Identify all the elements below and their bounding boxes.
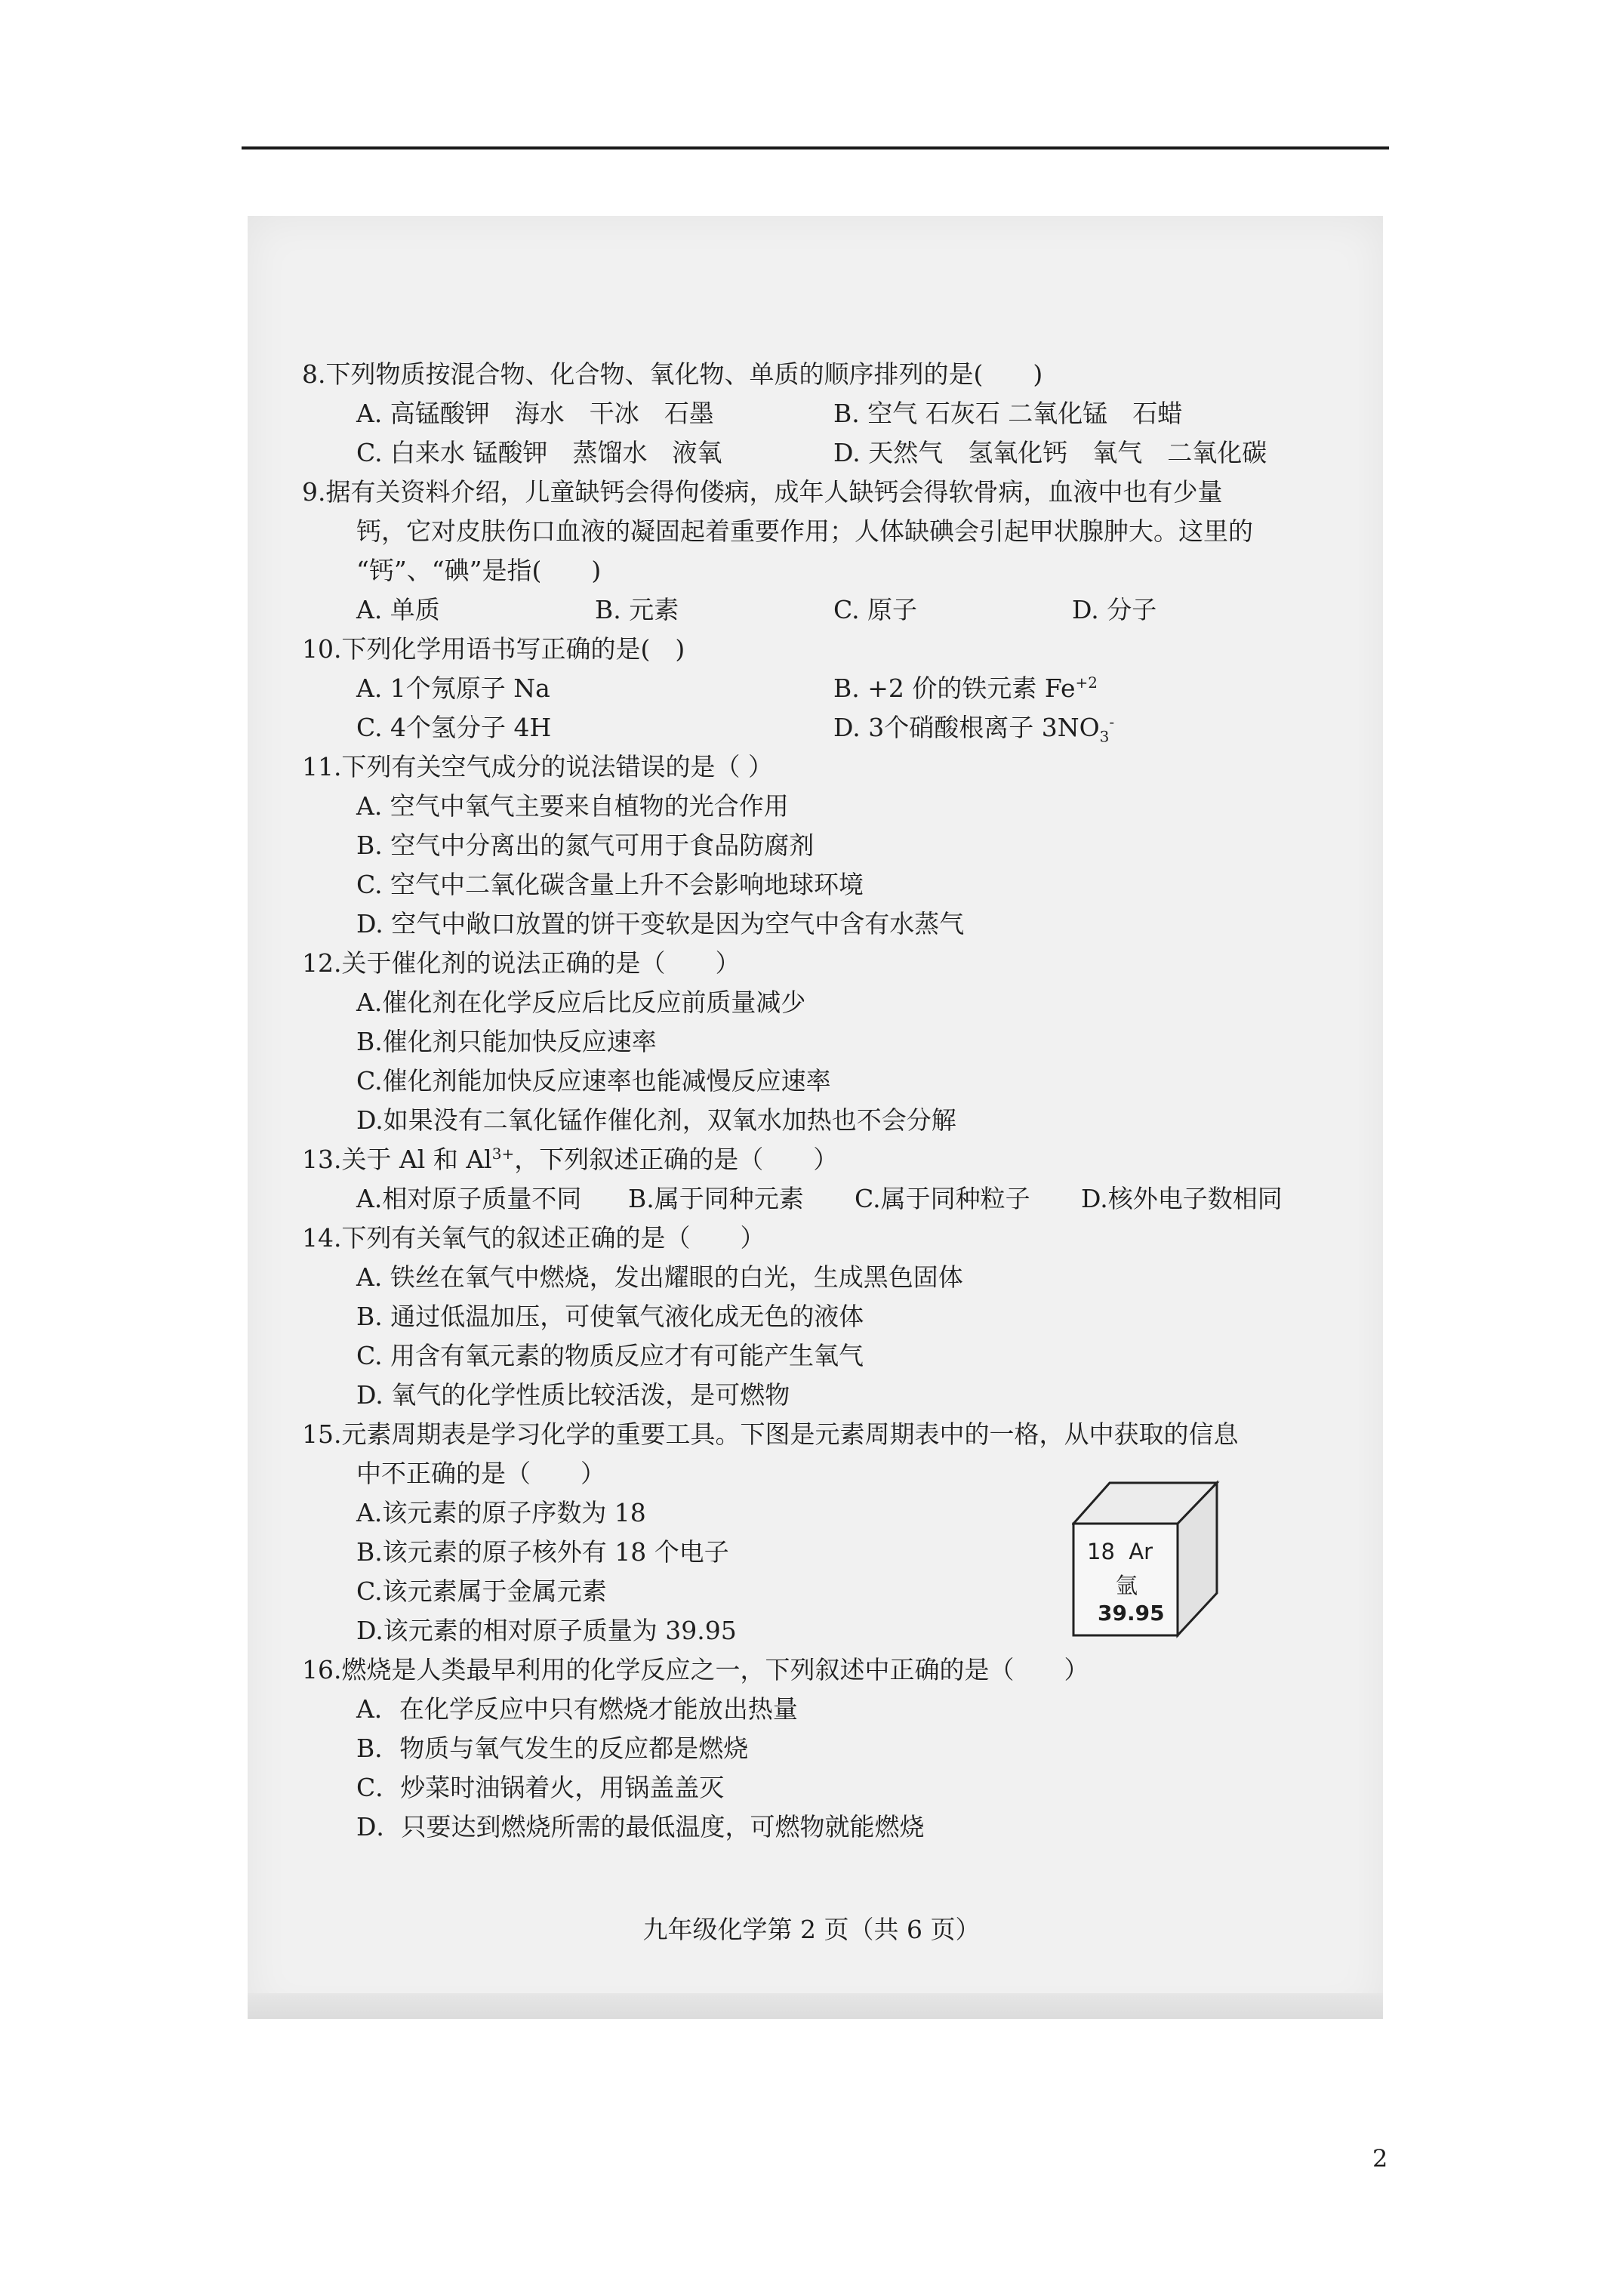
option-d: D．只要达到燃烧所需的最低温度，可燃物就能燃烧 — [356, 1812, 925, 1841]
option-b: B.该元素的原子核外有 18 个电子 — [356, 1537, 729, 1567]
page-number: 2 — [1372, 2144, 1388, 2173]
page-footer: 九年级化学第 2 页（共 6 页） — [642, 1915, 981, 1944]
question-number: 15. — [302, 1419, 342, 1449]
option-b: B.催化剂只能加快反应速率 — [356, 1027, 657, 1056]
question-number: 10. — [302, 634, 342, 664]
option-c: C. 4个氢分子 4H — [356, 713, 552, 742]
question-stem-line-2: 中不正确的是（ ） — [356, 1459, 605, 1488]
option-d: D.该元素的相对原子质量为 39.95 — [356, 1616, 737, 1645]
option-a: A. 1个氖原子 Na — [356, 673, 550, 703]
question-stem: 燃烧是人类最早利用的化学反应之一，下列叙述中正确的是（ ） — [341, 1655, 1089, 1684]
atomic-mass: 39.95 — [1098, 1601, 1165, 1626]
question-stem-post: ，下列叙述正确的是（ ） — [514, 1145, 839, 1174]
option-a: A.该元素的原子序数为 18 — [356, 1498, 646, 1527]
option-c: C.催化剂能加快反应速率也能减慢反应速率 — [356, 1066, 831, 1096]
question-stem-line-2: 钙，它对皮肤伤口血液的凝固起着重要作用；人体缺碘会引起甲状腺肿大。这里的 — [356, 516, 1253, 546]
option-b: B. 空气中分离出的氮气可用于食品防腐剂 — [356, 831, 815, 860]
option-d: D. 天然气 氢氧化钙 氧气 二氧化碳 — [833, 438, 1267, 467]
question-9 — [302, 473, 1359, 630]
question-8 — [302, 355, 1359, 473]
question-13 — [302, 1140, 1359, 1219]
option-d: D. 3个硝酸根离子 $3NO_3^-$ — [833, 713, 1115, 746]
question-stem-line-3: “钙”、“碘”是指( ) — [356, 556, 602, 585]
question-12 — [302, 944, 1359, 1140]
option-c: C. 空气中二氧化碳含量上升不会影响地球环境 — [356, 870, 864, 899]
question-number: 12. — [302, 948, 342, 978]
question-stem: 下列物质按混合物、化合物、氧化物、单质的顺序排列的是( ) — [325, 359, 1043, 389]
question-stem: 下列有关氧气的叙述正确的是（ ） — [341, 1223, 765, 1253]
question-stem: 下列有关空气成分的说法错误的是（ ） — [341, 752, 773, 781]
question-number: 9. — [302, 477, 326, 507]
charge-superscript: +2 — [1075, 673, 1098, 692]
question-stem-pre: 关于 Al 和 Al — [341, 1145, 492, 1174]
atomic-number-and-symbol: 18 Ar — [1087, 1539, 1153, 1564]
periodic-table-cell — [1072, 1480, 1223, 1638]
option-d: D.核外电子数相同 — [1081, 1184, 1283, 1213]
question-14 — [302, 1219, 1359, 1415]
question-number: 11. — [302, 752, 342, 781]
question-number: 8. — [302, 359, 326, 389]
option-a: A. 单质 — [356, 595, 440, 624]
formula-subscript: 3 — [1099, 727, 1110, 746]
option-a: A.催化剂在化学反应后比反应前质量减少 — [356, 988, 806, 1017]
question-10 — [302, 630, 1359, 747]
option-a: A. 高锰酸钾 海水 干冰 石墨 — [356, 399, 714, 428]
question-number: 14. — [302, 1223, 342, 1253]
question-stem-line-1: 元素周期表是学习化学的重要工具。下图是元素周期表中的一格，从中获取的信息 — [341, 1419, 1239, 1449]
option-b: B. +2 价的铁元素 $Fe^{+2}$ — [833, 673, 1098, 703]
question-stem: 下列化学用语书写正确的是( ) — [341, 634, 685, 664]
option-b: B. 空气 石灰石 二氧化锰 石蜡 — [833, 399, 1183, 428]
option-d: D. 分子 — [1072, 595, 1157, 624]
option-a: A．在化学反应中只有燃烧才能放出热量 — [356, 1694, 798, 1724]
question-16 — [302, 1650, 1359, 1847]
option-d: D. 氧气的化学性质比较活泼，是可燃物 — [356, 1380, 790, 1410]
header-rule — [242, 146, 1389, 149]
option-c: C. 白来水 锰酸钾 蒸馏水 液氧 — [356, 438, 722, 467]
question-number: 16. — [302, 1655, 342, 1684]
option-b: B. 元素 — [595, 595, 679, 624]
option-c: C. 用含有氧元素的物质反应才有可能产生氧气 — [356, 1341, 864, 1370]
option-d: D. 空气中敞口放置的饼干变软是因为空气中含有水蒸气 — [356, 909, 965, 938]
option-b: B．物质与氧气发生的反应都是燃烧 — [356, 1734, 749, 1763]
question-11 — [302, 747, 1359, 944]
option-a: A.相对原子质量不同 — [356, 1184, 582, 1213]
option-a: A. 空气中氧气主要来自植物的光合作用 — [356, 791, 789, 821]
option-c: C. 原子 — [833, 595, 918, 624]
element-name: 氩 — [1116, 1573, 1138, 1598]
ion-charge-superscript: - — [1109, 713, 1115, 731]
ion-charge-superscript: 3+ — [491, 1145, 515, 1163]
option-b: B. 通过低温加压，可使氧气液化成无色的液体 — [356, 1302, 864, 1331]
option-c: C．炒菜时油锅着火，用锅盖盖灭 — [356, 1773, 725, 1802]
option-d: D.如果没有二氧化锰作催化剂，双氧水加热也不会分解 — [356, 1105, 956, 1135]
option-b: B.属于同种元素 — [628, 1184, 804, 1213]
scan-bottom-edge — [248, 1993, 1383, 2019]
question-number: 13. — [302, 1145, 342, 1174]
question-stem: 关于催化剂的说法正确的是（ ） — [341, 948, 741, 978]
option-c: C.该元素属于金属元素 — [356, 1576, 607, 1606]
question-stem-line-1: 据有关资料介绍，儿童缺钙会得佝偻病，成年人缺钙会得软骨病，血液中也有少量 — [325, 477, 1223, 507]
option-a: A. 铁丝在氧气中燃烧，发出耀眼的白光，生成黑色固体 — [356, 1262, 963, 1292]
option-c: C.属于同种粒子 — [855, 1184, 1030, 1213]
